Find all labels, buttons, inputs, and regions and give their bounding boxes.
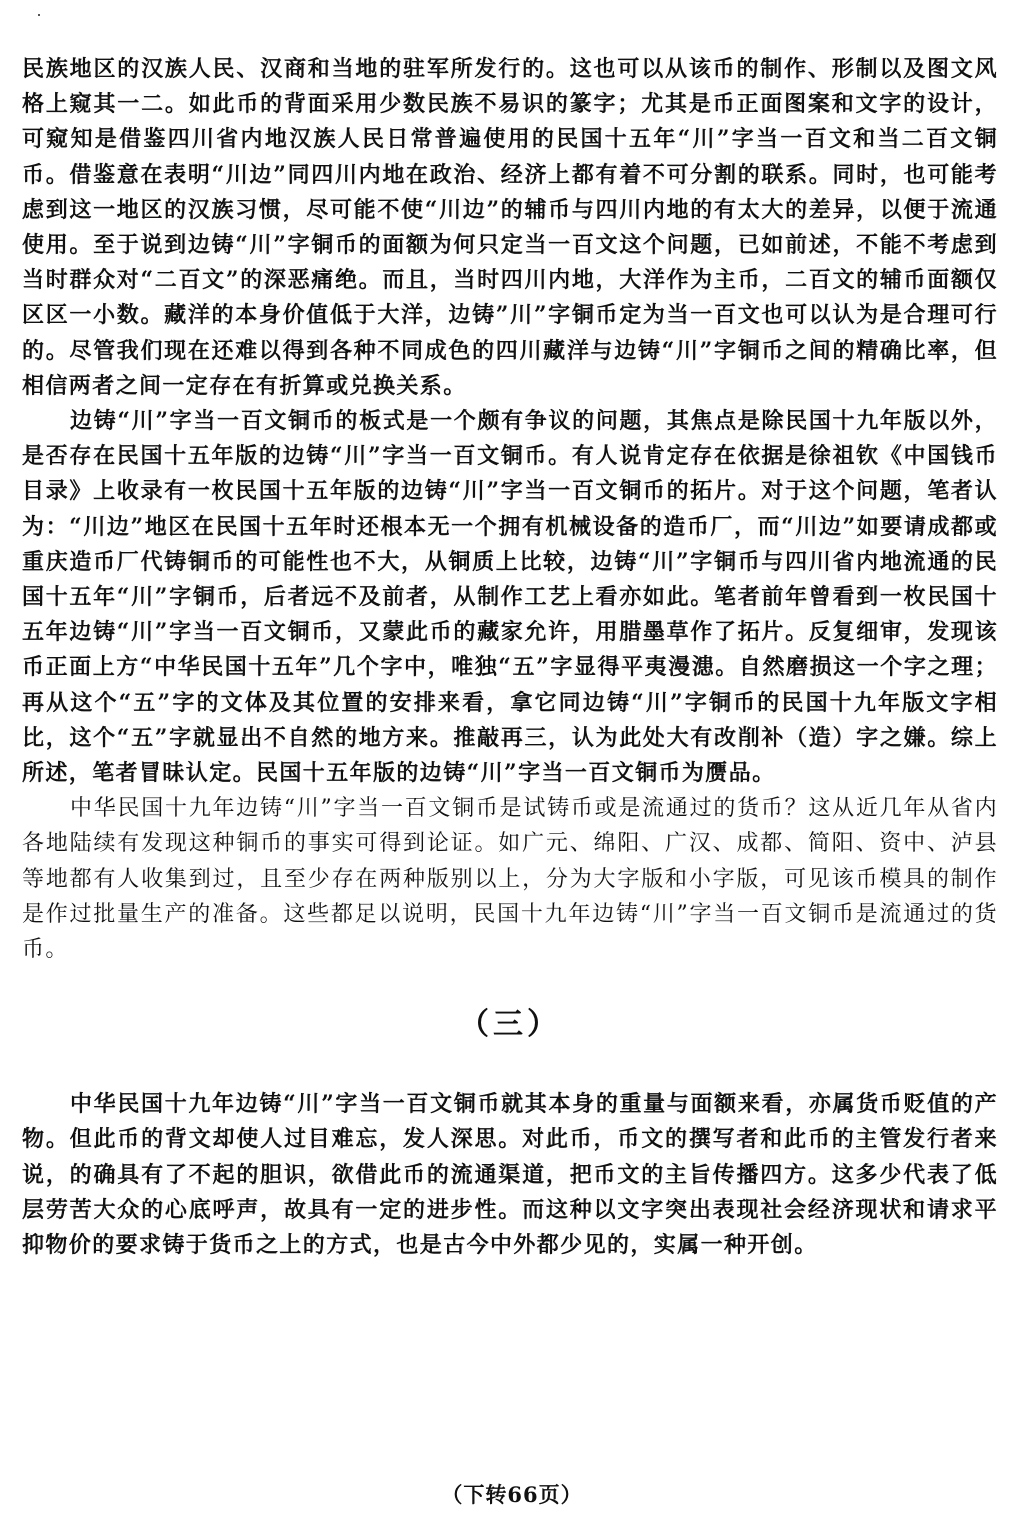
scan-speck <box>38 14 40 16</box>
section-heading: （三） <box>459 1007 561 1043</box>
paragraph-continuation: 民族地区的汉族人民、汉商和当地的驻军所发行的。这也可以从该币的制作、形制以及图文风格上窥其一二。如此币的背面采用少数民族不易识的篆字；尤其是币正面图案和文字的设计，可窥知是借鉴四川省内地汉族人民日常普遍使用的民国十五年“川”字当一百文和当二百文铜币。借鉴意在表明“川边”同四川内地在政治、经济上都有着不可分割的联系。同时，也可能考虑到这一地区的汉族习惯，尽可能不使“川边”的辅币与四川内地的有太大的差异，以便于流通使用。至于说到边铸“川”字铜币的面额为何只定当一百文这个问题，已如前述，不能不考虑到当时群众对“二百文”的深恶痛绝。而且，当时四川内地，大洋作为主币，二百文的辅币面额仅区区一小数。藏洋的本身价值低于大洋，边铸”川”字铜币定为当一百文也可以认为是合理可行的。尽管我们现在还难以得到各种不同成色的四川藏洋与边铸“川”字铜币之间的精确比率，但相信两者之间一定存在有折算或兑换关系。 <box>22 56 998 399</box>
paragraph-circulation-evidence: 中华民国十九年边铸“川”字当一百文铜币是试铸币或是流通过的货币？这从近几年从省内各地陆续有发现这种铜币的事实可得到论证。如广元、绵阳、广汉、成都、简阳、资中、泸县等地都有人收集到过，且至少存在两种版别以上，分为大字版和小字版，可见该币模具的制作是作过批量生产的准备。这些都足以说明，民国十九年边铸“川”字当一百文铜币是流通过的货币。 <box>22 796 998 963</box>
paragraph-edition-debate: 边铸“川”字当一百文铜币的板式是一个颇有争议的问题，其焦点是除民国十九年版以外，是否存在民国十五年版的边铸“川”字当一百文铜币。有人说肯定存在依据是徐祖钦《中国钱币目录》上收录有一枚民国十五年版的边铸“川”字当一百文铜币的拓片。对于这个问题，笔者认为：“川边”地区在民国十五年时还根本无一个拥有机械设备的造币厂，而“川边”如要请成都或重庆造币厂代铸铜币的可能性也不大，从铜质上比较，边铸“川”字铜币与四川省内地流通的民国十五年“川”字铜币，后者远不及前者，从制作工艺上看亦如此。笔者前年曾看到一枚民国十五年边铸“川”字当一百文铜币，又蒙此币的藏家允许，用腊墨草作了拓片。反复细审，发现该币正面上方“中华民国十五年”几个字中，唯独“五”字显得平夷漫漶。自然磨损这一个字之理；再从这个“五”字的文体及其位置的安排来看，拿它同边铸“川”字铜币的民国十九年版文字相比，这个“五”字就显出不自然的地方来。推敲再三，认为此处大有改削补（造）字之嫌。综上所述，笔者冒昧认定。民国十五年版的边铸“川”字当一百文铜币为赝品。 <box>22 408 998 787</box>
section-spacer <box>22 967 998 993</box>
continuation-footer: （下转66页） <box>441 1482 583 1507</box>
paragraph-closing: 中华民国十九年边铸“川”字当一百文铜币就其本身的重量与面额来看，亦属货币贬值的产物。但此币的背文却使人过目难忘，发人深思。对此币，币文的撰写者和此币的主管发行者来说，的确具有了不起的胆识，欲借此币的流通渠道，把币文的主旨传播四方。这多少代表了低层劳苦大众的心底呼声，故具有一定的进步性。而这种以文字突出表现社会经济现状和请求平抑物价的要求铸于货币之上的方式，也是古今中外都少见的，实属一种开创。 <box>22 1091 998 1259</box>
body-text-column <box>22 52 998 1263</box>
